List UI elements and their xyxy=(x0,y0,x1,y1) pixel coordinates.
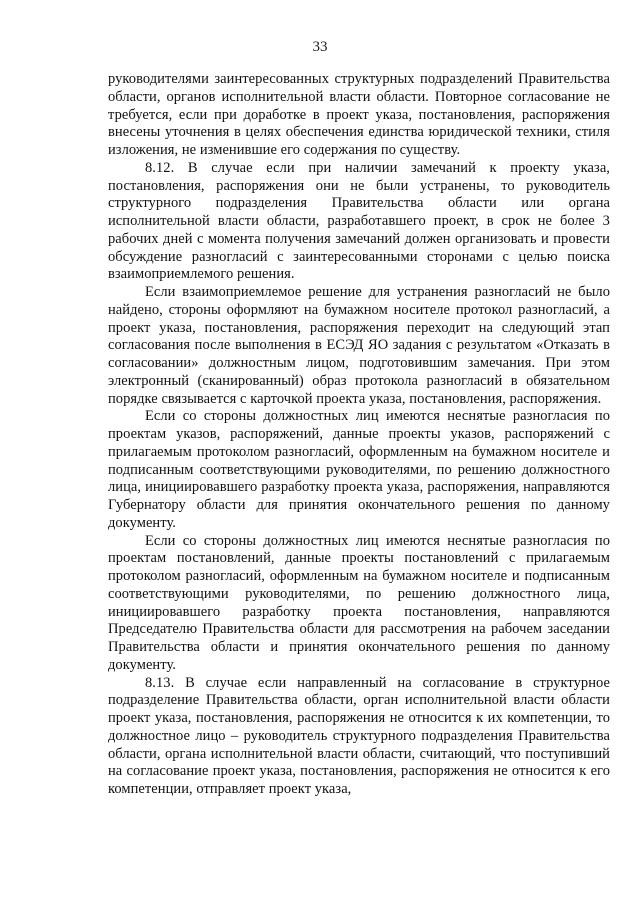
page-number: 33 xyxy=(312,39,328,55)
paragraph-8-12: 8.12. В случае если при наличии замечаний к проекту указа, постановления, распоряжения они не были устранены, то руководитель структурного подразделения Правительства области или органа исполнительной власти области, разработавшего проект, в срок не более 3 рабочих дней с момента получения замечаний должен организовать и провести обсуждение разногласий с заинтересованными сторонами с целью поиска взаимоприемлемого решения. xyxy=(108,159,610,283)
document-body xyxy=(108,71,610,799)
paragraph-decrees-to-governor: Если со стороны должностных лиц имеются неснятые разногласия по проектам указов, распоряжений, данные проекты указов, распоряжений с прилагаемым протоколом разногласий, оформленным на бумажном носителе и подписанным соответствующими руководителями, по решению должностного лица, инициировавшего разработку проекта указа, распоряжения, направляются Губернатору области для принятия окончательного решения по данному документу. xyxy=(108,408,610,531)
paragraph-resolutions-to-chairman: Если со стороны должностных лиц имеются неснятые разногласия по проектам постановлений, данные проекты постановлений с прилагаемым протоколом разногласий, оформленным на бумажном носителе и подписанным соответствующими руководителями, по решению должностного лица, инициировавшего разработку проекта постановления, направляются Председателю Правительства области для рассмотрения на рабочем заседании Правительства области и принятия окончательного решения по данному документу. xyxy=(108,532,610,673)
paragraph-8-13: 8.13. В случае если направленный на согласование в структурное подразделение Правительства области, орган исполнительной власти области проект указа, постановления, распоряжения не относится к их компетенции, то должностное лицо – руководитель структурного подразделения Правительства области, органа исполнительной власти области, считающий, что поступивший на согласование проект указа, постановления, распоряжения не относится к его компетенции, отправляет проект указа, xyxy=(108,674,610,797)
paragraph-continuation: руководителями заинтересованных структурных подразделений Правительства области, органов исполнительной власти области. Повторное согласование не требуется, если при доработке в проект указа, постановления, распоряжения внесены уточнения в целях обеспечения единства юридической техники, стиля изложения, не изменившие его содержания по существу. xyxy=(108,71,610,158)
paragraph-disagreement-protocol: Если взаимоприемлемое решение для устранения разногласий не было найдено, стороны оформляют на бумажном носителе протокол разногласий, а проект указа, постановления, распоряжения переходит на следующий этап согласования после выполнения в ЕСЭД ЯО задания с результатом «Отказать в согласовании» должностным лицом, подготовившим замечания. При этом электронный (сканированный) образ протокола разногласий в обязательном порядке связывается с карточкой проекта указа, постановления, распоряжения. xyxy=(108,284,610,407)
